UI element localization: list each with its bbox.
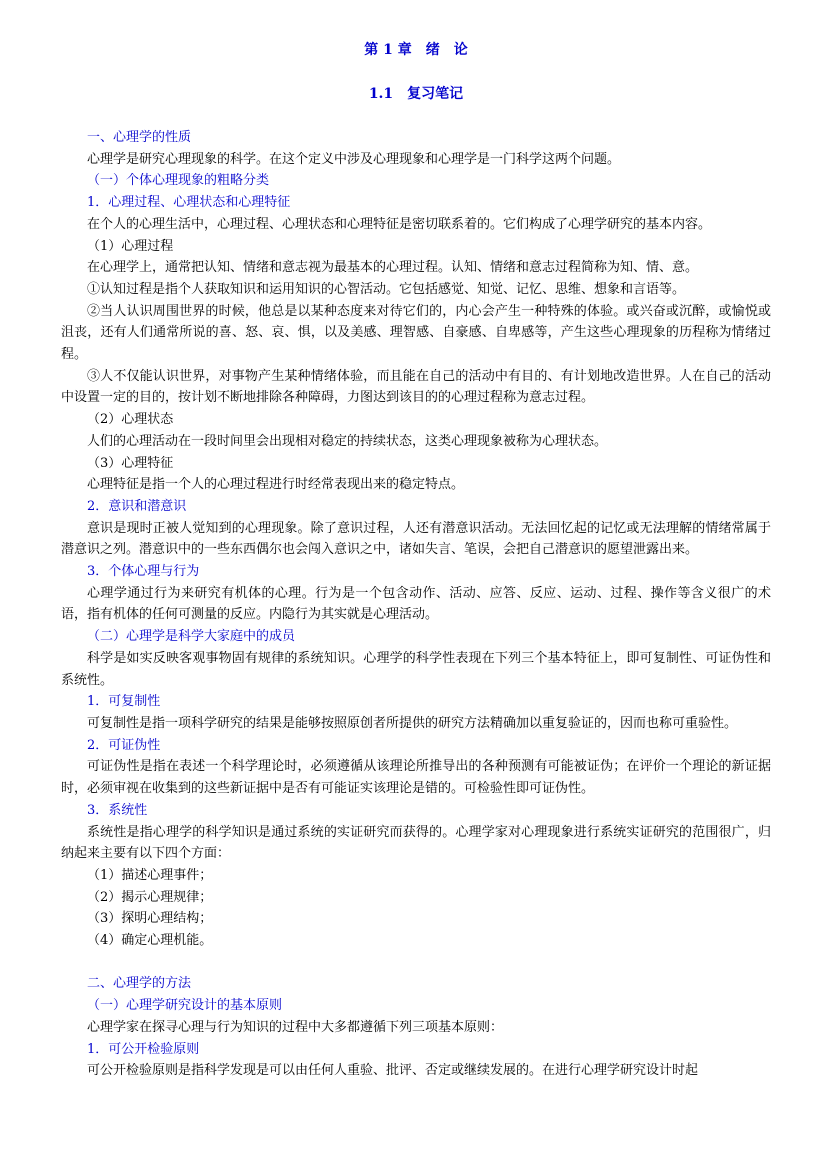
paragraph: （4）确定心理机能。 bbox=[87, 933, 213, 949]
section-title: 1.1 复习笔记 bbox=[368, 86, 464, 102]
section-heading: （一）心理学研究设计的基本原则 bbox=[87, 998, 283, 1014]
section-heading: （一）个体心理现象的粗略分类 bbox=[87, 173, 270, 189]
paragraph: 系统性是指心理学的科学知识是通过系统的实证研究而获得的。心理学家对心理现象进行系统实证研究的范围很广，归纳起来主要有以下四个方面： bbox=[61, 824, 771, 862]
paragraph: 可公开检验原则是指科学发现是可以由任何人重验、批评、否定或继续发展的。在进行心理学研究设计时起 bbox=[87, 1063, 699, 1079]
paragraph: 心理特征是指一个人的心理过程进行时经常表现出来的稳定特点。 bbox=[87, 477, 465, 493]
section-heading: 一、心理学的性质 bbox=[87, 130, 192, 145]
paragraph: （1）描述心理事件； bbox=[87, 867, 213, 883]
section-heading: （二）心理学是科学大家庭中的成员 bbox=[87, 629, 296, 645]
blank-line bbox=[61, 952, 771, 974]
paragraph: 在个人的心理生活中，心理过程、心理状态和心理特征是密切联系着的。它们构成了心理学研究的基本内容。 bbox=[87, 216, 712, 232]
paragraph: （2）揭示心理规律； bbox=[87, 889, 213, 905]
paragraph: （3）心理特征 bbox=[87, 455, 174, 471]
paragraph: 可证伪性是指在表述一个科学理论时，必须遵循从该理论所推导出的各种预测有可能被证伪；在评价一个理论的新证据时，必须审视在收集到的这些新证据中是否有可能证实该理论是错的。可检验性即可证伪性。 bbox=[61, 759, 771, 797]
paragraph: 可复制性是指一项科学研究的结果是能够按照原创者所提供的研究方法精确加以重复验证的，因而也称可重验性。 bbox=[87, 715, 738, 731]
section-heading: 3．系统性 bbox=[87, 802, 148, 818]
paragraph: ②当人认识周围世界的时候，他总是以某种态度来对待它们的，内心会产生一种特殊的体验。或兴奋或沉醉，或愉悦或沮丧，还有人们通常所说的喜、怒、哀、惧，以及美感、理智感、自豪感、自卑感等，产生这些心理现象的历程称为情绪过程。 bbox=[61, 303, 771, 363]
document-body bbox=[61, 127, 771, 1082]
paragraph: （2）心理状态 bbox=[87, 412, 174, 428]
paragraph: 在心理学上，通常把认知、情绪和意志视为最基本的心理过程。认知、情绪和意志过程简称为知、情、意。 bbox=[87, 260, 699, 276]
section-heading: 2．可证伪性 bbox=[87, 737, 161, 753]
paragraph: 科学是如实反映客观事物固有规律的系统知识。心理学的科学性表现在下列三个基本特征上，即可复制性、可证伪性和系统性。 bbox=[61, 650, 771, 688]
section-heading: 2．意识和潜意识 bbox=[87, 498, 187, 514]
paragraph: 心理学是研究心理现象的科学。在这个定义中涉及心理现象和心理学是一门科学这两个问题。 bbox=[87, 151, 621, 167]
paragraph: （3）探明心理结构； bbox=[87, 911, 213, 927]
paragraph: 心理学通过行为来研究有机体的心理。行为是一个包含动作、活动、应答、反应、运动、过程、操作等含义很广的术语，指有机体的任何可测量的反应。内隐行为其实就是心理活动。 bbox=[61, 585, 771, 623]
section-heading: 3．个体心理与行为 bbox=[87, 564, 200, 580]
section-heading: 1．可复制性 bbox=[87, 694, 161, 710]
paragraph: 心理学家在探寻心理与行为知识的过程中大多都遵循下列三项基本原则： bbox=[87, 1019, 504, 1035]
paragraph: 人们的心理活动在一段时间里会出现相对稳定的持续状态，这类心理现象被称为心理状态。 bbox=[87, 433, 608, 449]
paragraph: ①认知过程是指个人获取知识和运用知识的心智活动。它包括感觉、知觉、记忆、思维、想象和言语等。 bbox=[87, 281, 686, 297]
paragraph: （1）心理过程 bbox=[87, 238, 174, 254]
chapter-title: 第 1 章 绪 论 bbox=[364, 42, 468, 58]
paragraph: ③人不仅能认识世界，对事物产生某种情绪体验，而且能在自己的活动中有目的、有计划地改造世界。人在自己的活动中设置一定的目的，按计划不断地排除各种障碍，力图达到该目的的心理过程称为意志过程。 bbox=[61, 368, 771, 406]
section-heading: 二、心理学的方法 bbox=[87, 976, 192, 992]
section-heading: 1．可公开检验原则 bbox=[87, 1041, 200, 1057]
paragraph: 意识是现时正被人觉知到的心理现象。除了意识过程，人还有潜意识活动。无法回忆起的记忆或无法理解的情绪常属于潜意识之列。潜意识中的一些东西偶尔也会闯入意识之中，诸如失言、笔误，会把自己潜意识的愿望泄露出来。 bbox=[61, 520, 771, 558]
section-heading: 1．心理过程、心理状态和心理特征 bbox=[87, 195, 291, 211]
